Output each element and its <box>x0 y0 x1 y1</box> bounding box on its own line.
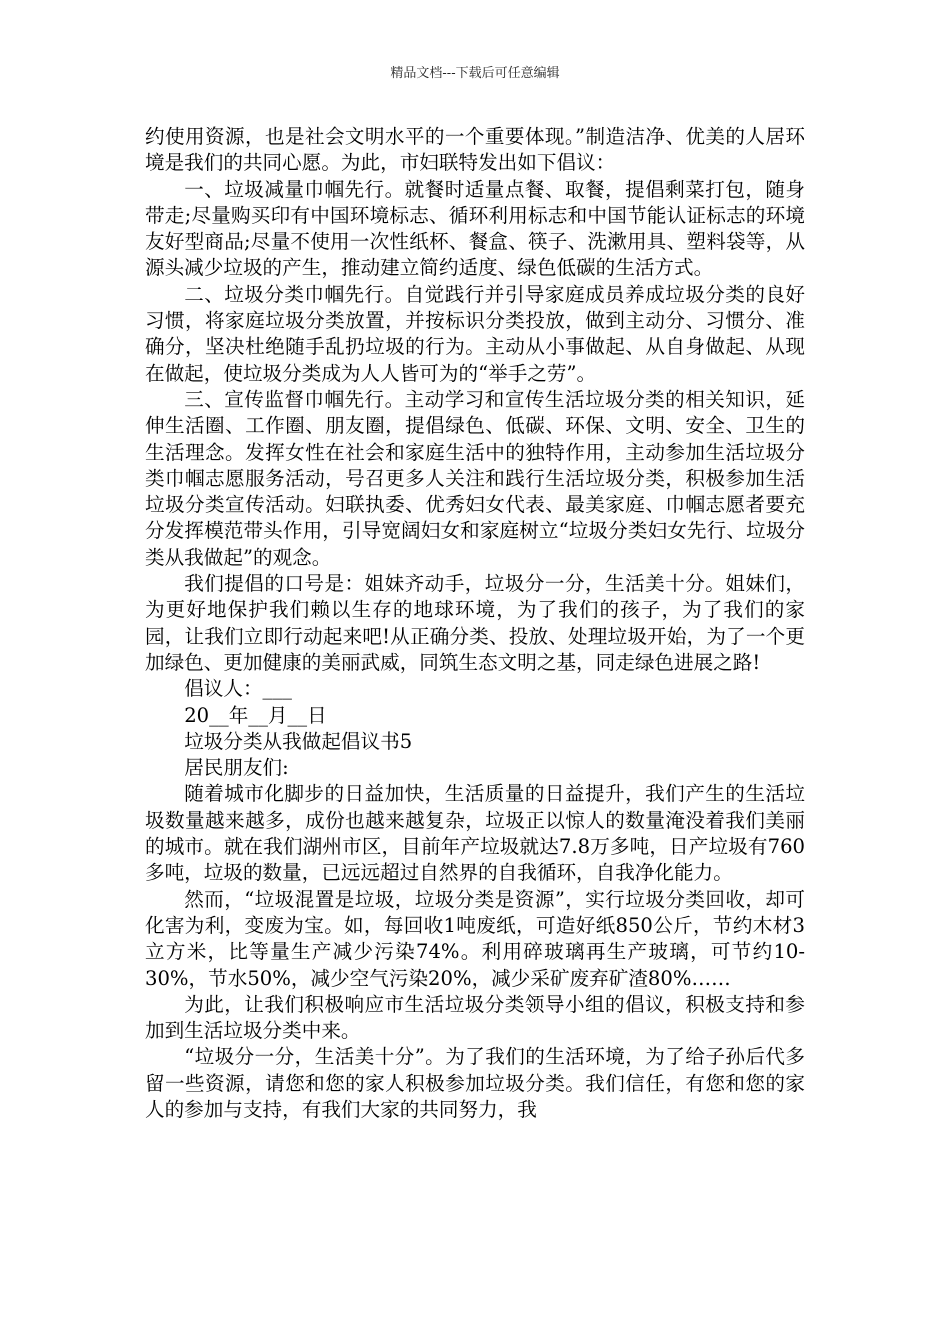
paragraph: “垃圾分一分，生活美十分”。为了我们的生活环境，为了给子孙后代多留一些资源，请您和您的家人积极参加垃圾分类。我们信任，有您和您的家人的参加与支持，有我们大家的共同努力，我 <box>145 1045 805 1121</box>
salutation: 居民朋友们: <box>184 756 289 780</box>
signature-line: 倡议人：___ <box>184 677 292 701</box>
paragraph: 一、垃圾减量巾帼先行。就餐时适量点餐、取餐，提倡剩菜打包，随身带走;尽量购买印有中国环境标志、循环利用标志和中国节能认证标志的环境友好型商品;尽量不使用一次性纸杯、餐盒、筷子、洗漱用具、塑料袋等，从源头减少垃圾的产生，推动建立简约适度、绿色低碳的生活方式。 <box>145 177 805 280</box>
paragraph: 为此，让我们积极响应市生活垃圾分类领导小组的倡议，积极支持和参加到生活垃圾分类中来。 <box>145 992 805 1043</box>
paragraph: 三、宣传监督巾帼先行。主动学习和宣传生活垃圾分类的相关知识，延伸生活圈、工作圈、朋友圈，提倡绿色、低碳、环保、文明、安全、卫生的生活理念。发挥女性在社会和家庭生活中的独特作用，主动参加生活垃圾分类巾帼志愿服务活动，号召更多人关注和践行生活垃圾分类，积极参加生活垃圾分类宣传活动。妇联执委、优秀妇女代表、最美家庭、巾帼志愿者要充分发挥模范带头作用，引导宽阔妇女和家庭树立“垃圾分类妇女先行、垃圾分类从我做起”的观念。 <box>145 387 805 569</box>
paragraph: 我们提倡的口号是：姐妹齐动手，垃圾分一分，生活美十分。姐妹们，为更好地保护我们赖以生存的地球环境，为了我们的孩子，为了我们的家园，让我们立即行动起来吧!从正确分类、投放、处理垃圾开始，为了一个更加绿色、更加健康的美丽武威，同筑生态文明之基，同走绿色进展之路! <box>145 572 805 674</box>
paragraph: 二、垃圾分类巾帼先行。自觉践行并引导家庭成员养成垃圾分类的良好习惯，将家庭垃圾分类放置，并按标识分类投放，做到主动分、习惯分、准确分，坚决杜绝随手乱扔垃圾的行为。主动从小事做起、从自身做起、从现在做起，使垃圾分类成为人人皆可为的“举手之劳”。 <box>145 282 805 385</box>
section-title: 垃圾分类从我做起倡议书5 <box>184 729 413 753</box>
paragraph: 然而，“垃圾混置是垃圾，垃圾分类是资源”，实行垃圾分类回收，却可化害为利，变废为宝。如，每回收1吨废纸，可造好纸850公斤，节约木材3立方米，比等量生产减少污染74%。利用碎玻璃再生产玻璃，可节约10-30%，节水50%，减少空气污染20%，减少采矿废弃矿渣80%…… <box>145 887 805 990</box>
paragraph: 约使用资源，也是社会文明水平的一个重要体现。”制造洁净、优美的人居环境是我们的共同心愿。为此，市妇联特发出如下倡议： <box>145 125 805 175</box>
date-line: 20__年__月__日 <box>184 703 327 727</box>
page-header: 精品文档---下载后可任意编辑 <box>390 66 560 81</box>
document-body <box>145 124 805 1123</box>
paragraph: 随着城市化脚步的日益加快，生活质量的日益提升，我们产生的生活垃圾数量越来越多，成份也越来越复杂，垃圾正以惊人的数量淹没着我们美丽的城市。就在我们湖州市区，目前年产垃圾就达7.8万多吨，日产垃圾有760多吨，垃圾的数量，已远远超过自然界的自我循环，自我净化能力。 <box>145 782 805 885</box>
